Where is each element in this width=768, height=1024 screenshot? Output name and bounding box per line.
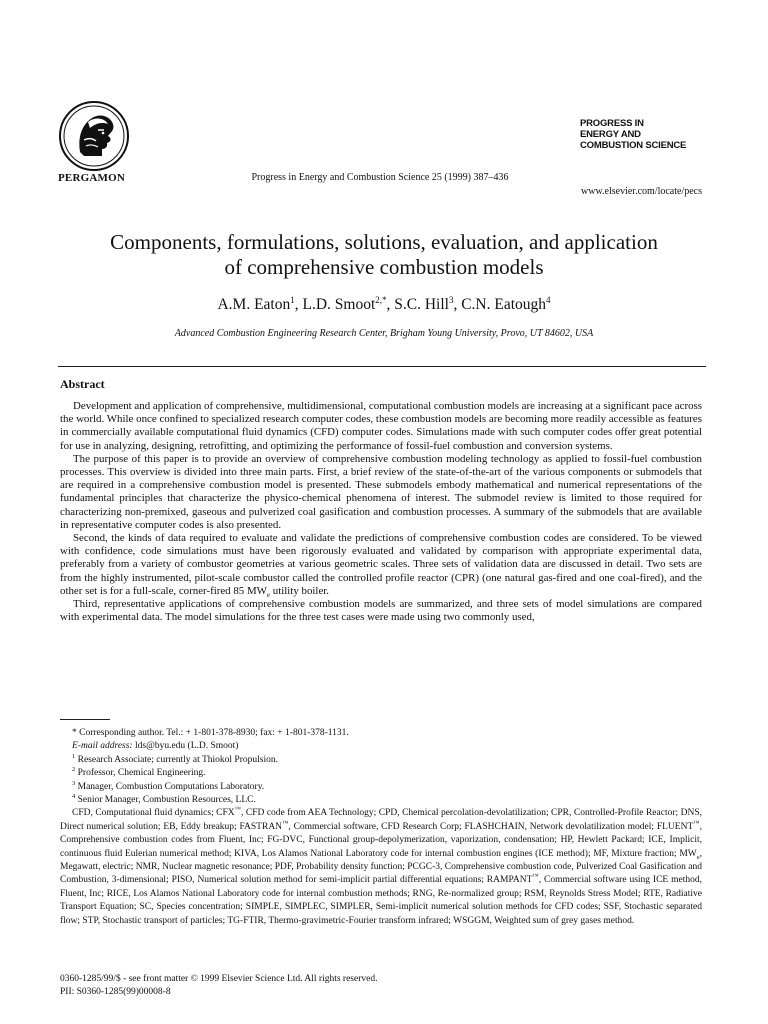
author-separator: , (294, 296, 303, 313)
abstract-paragraph: Development and application of comprehensive, multidimensional, computational combustion models are increasing at a significant pace across the world. While once confined to specialized research computer codes, these combustion models are becoming more readily accessible as features in commercially available computational fluid dynamics (CFD) computer codes. Simulations made with such computer codes offer great potential for use in analyzing, designing, retrofitting, and optimizing the performance of fossil-fuel combustion and conversion systems. (60, 400, 702, 452)
footnotes (60, 727, 702, 928)
title-line: Components, formulations, solutions, evaluation, and application (110, 230, 658, 254)
title-line: of comprehensive combustion models (224, 255, 544, 279)
abstract-paragraph (60, 532, 702, 598)
author-name: A.M. Eaton (217, 296, 291, 313)
email-note (60, 740, 702, 753)
abbreviations-note (60, 807, 702, 928)
article-title (40, 230, 728, 280)
journal-citation: Progress in Energy and Combustion Science 25 (1999) 387–436 (251, 172, 509, 183)
abstract-body (60, 400, 702, 624)
abstract-text: utility boiler. (270, 584, 330, 597)
pergamon-logo-icon (58, 100, 130, 172)
author-affiliation-mark: 1 (290, 294, 295, 305)
abbreviation-text: , Commercial software, CFD Research Corp; FLASHCHAIN, Network devolatilization model; FLUENT (288, 821, 694, 832)
abstract-subscript: e (266, 591, 271, 600)
pii-identifier: PII: S0360-1285(99)00008-8 (60, 987, 171, 997)
trademark-mark: ™ (532, 873, 539, 881)
journal-brand-line: PROGRESS IN (580, 118, 644, 129)
footnote-item (60, 767, 702, 780)
publisher-name: PERGAMON (58, 172, 125, 184)
footnote-text: Professor, Chemical Engineering. (75, 768, 206, 779)
author-affiliation-mark: 3 (448, 294, 454, 305)
abstract-paragraph: Third, representative applications of comprehensive combustion models are summarized, and three sets of model simulations are compared with experimental data. The model simulations for the three test cases were made using two commonly used, (60, 598, 702, 624)
journal-brand-line: COMBUSTION SCIENCE (580, 140, 687, 151)
section-divider (58, 366, 706, 367)
abstract-text: Second, the kinds of data required to evaluate and validate the predictions of comprehensive combustion codes are considered. To be viewed with confidence, code simulations must have been rigorously evaluated and validated by comparison with appropriate experimental data, preferably from a variety of combustor geometries at various geometric scales. Three sets of validation data are discussed in detail. Two sets are from the highly instrumented, pilot-scale combustor called the controlled profile reactor (CPR) (one natural gas-fired and one coal-fired), and the other set is for a full-scale, corner-fired 85 MW (60, 532, 702, 597)
footnote-mark: 3 (72, 779, 76, 787)
footnote-text: Senior Manager, Combustion Resources, LLC. (75, 795, 256, 806)
footnote-mark: 1 (72, 752, 76, 760)
abbreviation-text: CFD, Computational fluid dynamics; CFX (72, 808, 235, 819)
author-name: L.D. Smoot (302, 296, 376, 313)
journal-url-link[interactable]: www.elsevier.com/locate/pecs (581, 186, 702, 197)
footnote-text: Research Associate; currently at Thiokol Propulsion. (75, 754, 278, 765)
author-name: S.C. Hill (394, 296, 449, 313)
corresponding-author-note: * Corresponding author. Tel.: + 1-801-378-8930; fax: + 1-801-378-1131. (72, 728, 349, 738)
footnote-item (60, 754, 702, 767)
author-affiliation-mark: 4 (546, 294, 551, 305)
author-list (40, 296, 728, 314)
abbreviation-text: , Megawatt, electric; NMR, Nuclear magnetic resonance; PDF, Probability density function; PCGC-3, Comprehensive combustion code, Pulverized Coal Gasification and Combustion, 3-dimensional; PISO, Numerical solution method for semi-implicit partial differential equations; RAMPANT (60, 848, 702, 886)
footnote-divider (60, 719, 110, 720)
journal-brand (580, 118, 686, 151)
journal-brand-line: ENERGY AND (580, 129, 641, 140)
email-address-link[interactable]: lds@byu.edu (L.D. Smoot) (132, 741, 239, 752)
author-affiliation: Advanced Combustion Engineering Research Center, Brigham Young University, Provo, UT 84602, USA (174, 328, 594, 339)
footnote-mark: 2 (72, 766, 76, 774)
abstract-heading: Abstract (60, 377, 105, 391)
trademark-mark: ™ (282, 819, 289, 827)
abbreviation-text: , CFD code from AEA Technology; CPD, Chemical percolation-devolatilization; CPR, Controlled-Profile Reactor; DNS, Direct numerical solution; EB, Eddy breakup; FASTRAN (60, 808, 703, 832)
footnote-item (60, 781, 702, 794)
trademark-mark: ™ (234, 806, 242, 814)
footnote-mark: 4 (72, 792, 76, 800)
abstract-paragraph: The purpose of this paper is to provide an overview of comprehensive combustion modeling technology as applied to fossil-fuel combustion processes. This overview is divided into three main parts. First, a brief review of the state-of-the-art of the various components or submodels that are required in a comprehensive combustion model is presented. These submodels embody mathematical and numerical representations of the fundamental principles that characterize the physico-chemical phenomena of interest. The submodel review is limited to those required for characterizing non-premixed, gaseous and pulverized coal gasification and combustion processes. A summary of the submodels that are available in representative computer codes is also presented. (60, 452, 702, 531)
footnote-item (60, 794, 702, 807)
author-name: C.N. Eatough (461, 296, 547, 313)
author-separator: , (453, 296, 462, 313)
author-separator: , (386, 296, 395, 313)
author-affiliation-mark: 2,* (375, 294, 387, 305)
abbreviation-subscript: e (696, 853, 700, 861)
abbreviation-text: , Comprehensive combustion codes from Fluent, Inc; FG-DVC, Functional group-depolymerization, vaporization, condensation; HP, Hewlett Packard; ICE, Implicit, continuous fluid Eulerian numerical method; KIVA, Los Alamos National Laboratory code for internal combustion engines (ICE method); MF, Mixture fraction; MW (60, 821, 703, 859)
email-label: E-mail address: (72, 741, 133, 752)
abbreviation-text: , Commercial software using ICE method, Fluent, Inc; RICE, Los Alamos National Laboratory code for internal combustion methods; RNG, Re-normalized group; RSM, Reynolds Stress Model; RTE, Radiative Transport Equation; SC, Species concentration; SIMPLE, SIMPLEC, SIMPLER, Semi-implicit numerical solution methods for CFD codes; SSF, Stochastic separated flow; STP, Stochastic transport of particles; TG-FTIR, Thermo-gravimetric-Fourier transform infrared; WSGGM, Weighted sum of grey gases method. (60, 875, 702, 926)
copyright-notice: 0360-1285/99/$ - see front matter © 1999 Elsevier Science Ltd. All rights reserved. (60, 974, 378, 984)
trademark-mark: ™ (693, 819, 700, 827)
footnote-text: Manager, Combustion Computations Laboratory. (75, 781, 265, 792)
